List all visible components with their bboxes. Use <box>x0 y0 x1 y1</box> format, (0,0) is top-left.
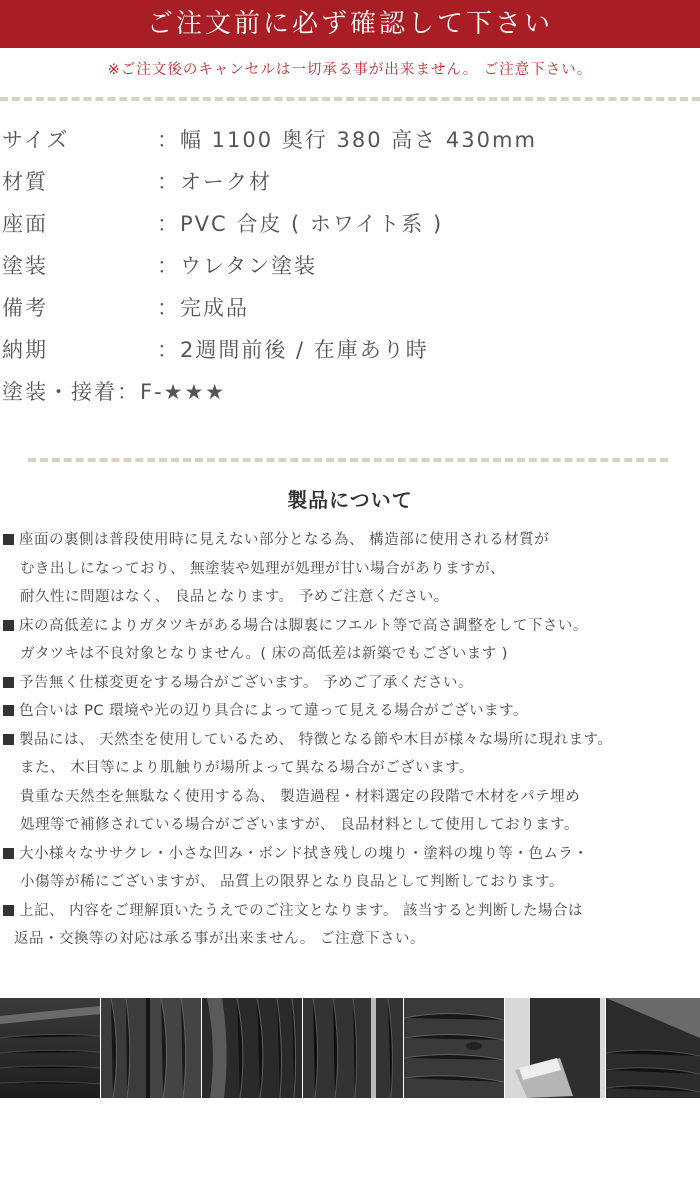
note-line: 大小様々なササクレ・小さな凹み・ボンド拭き残しの塊り・塗料の塊り等・色ムラ・ <box>0 840 700 869</box>
note-line: 小傷等が稀にございますが、 品質上の限界となり良品として判断しております。 <box>20 874 564 890</box>
note-line: また、 木目等により肌触りが場所よって異なる場合がございます。 <box>20 760 474 776</box>
bullet-square-icon <box>3 848 14 859</box>
spec-value: ：2週間前後 / 在庫あり時 <box>157 338 429 362</box>
spec-row-seat <box>0 202 700 244</box>
spec-row-delivery <box>0 328 700 370</box>
bullet-square-icon <box>3 905 14 916</box>
spec-value: ：幅 1100 奥行 380 高さ 430mm <box>157 128 537 152</box>
note-line: 貴重な天然杢を無駄なく使用する為、 製造過程・材料選定の段階で木材をパテ埋め <box>20 788 581 805</box>
spec-row-remarks <box>0 286 700 328</box>
note-line: むき出しになっており、 無塗装や処理が処理が甘い場合がありますが、 <box>20 560 506 577</box>
spec-label: サイズ <box>2 128 70 152</box>
spec-row-size <box>0 118 700 160</box>
note-line: ガタツキは不良対象となりません。( 床の高低差は新築でもございます ) <box>20 646 508 662</box>
note-line: 座面の裏側は普段使用時に見えない部分となる為、 構造部に使用される材質が <box>0 526 700 555</box>
note-line: 色合いは PC 環境や光の辺り具合によって違って見える場合がございます。 <box>0 697 700 726</box>
spec-label: 材質 <box>2 170 48 194</box>
bullet-square-icon <box>3 734 14 745</box>
divider-top <box>0 97 700 101</box>
note-line: 上記、 内容をご理解頂いたうえでのご注文となります。 該当すると判断した場合は <box>0 897 700 926</box>
joint-corner-photo <box>101 998 201 1098</box>
bullet-square-icon <box>3 677 14 688</box>
section-title: 製品について <box>287 488 413 512</box>
note-line: 耐久性に問題はなく、 良品となります。 予めご注意ください。 <box>20 589 449 605</box>
spec-label: 座面 <box>2 212 48 236</box>
spec-row-finish <box>0 370 700 412</box>
product-notes <box>0 526 700 954</box>
seat-edge-photo <box>0 998 100 1098</box>
spec-label: 備考 <box>2 296 48 320</box>
cancel-notice: ※ご注文後のキャンセルは一切承る事が出来ません。 ご注意下さい。 <box>107 62 593 78</box>
divider-middle <box>28 458 668 462</box>
leg-foot-photo <box>505 998 605 1098</box>
note-line: 処理等で補修されている場合がございますが、 良品材料として使用しております。 <box>20 817 579 833</box>
spec-value: ：PVC 合皮 ( ホワイト系 ) <box>157 212 444 236</box>
spec-value: ：ウレタン塗装 <box>157 254 318 278</box>
surface-knot-photo <box>404 998 504 1098</box>
note-line: 予告無く仕様変更をする場合がございます。 予めご了承ください。 <box>0 669 700 698</box>
bullet-square-icon <box>3 620 14 631</box>
leg-grain-photo <box>303 998 403 1098</box>
note-line: 返品・交換等の対応は承る事が出来ません。 ご注意下さい。 <box>14 931 425 947</box>
note-line: 床の高低差によりガタツキがある場合は脚裏にフエルト等で高さ調整をして下さい。 <box>0 612 700 641</box>
bullet-square-icon <box>3 705 14 716</box>
spec-row-material <box>0 160 700 202</box>
spec-label: 納期 <box>2 338 48 362</box>
detail-photo-strip <box>0 998 700 1098</box>
spec-list <box>0 118 700 412</box>
spec-label: 塗装 <box>2 254 48 278</box>
title-banner: ご注文前に必ず確認して下さい <box>0 0 700 48</box>
wood-grain-closeup-photo <box>202 998 302 1098</box>
spec-value: ：オーク材 <box>157 170 272 194</box>
note-line: 製品には、 天然杢を使用しているため、 特徴となる節や木目が様々な場所に現れます。 <box>0 726 700 755</box>
spec-finish: 塗装・接着：F-★★★ <box>2 380 227 404</box>
top-edge-photo <box>606 998 700 1098</box>
bullet-square-icon <box>3 534 14 545</box>
spec-row-coating <box>0 244 700 286</box>
spec-value: ：完成品 <box>157 296 249 320</box>
